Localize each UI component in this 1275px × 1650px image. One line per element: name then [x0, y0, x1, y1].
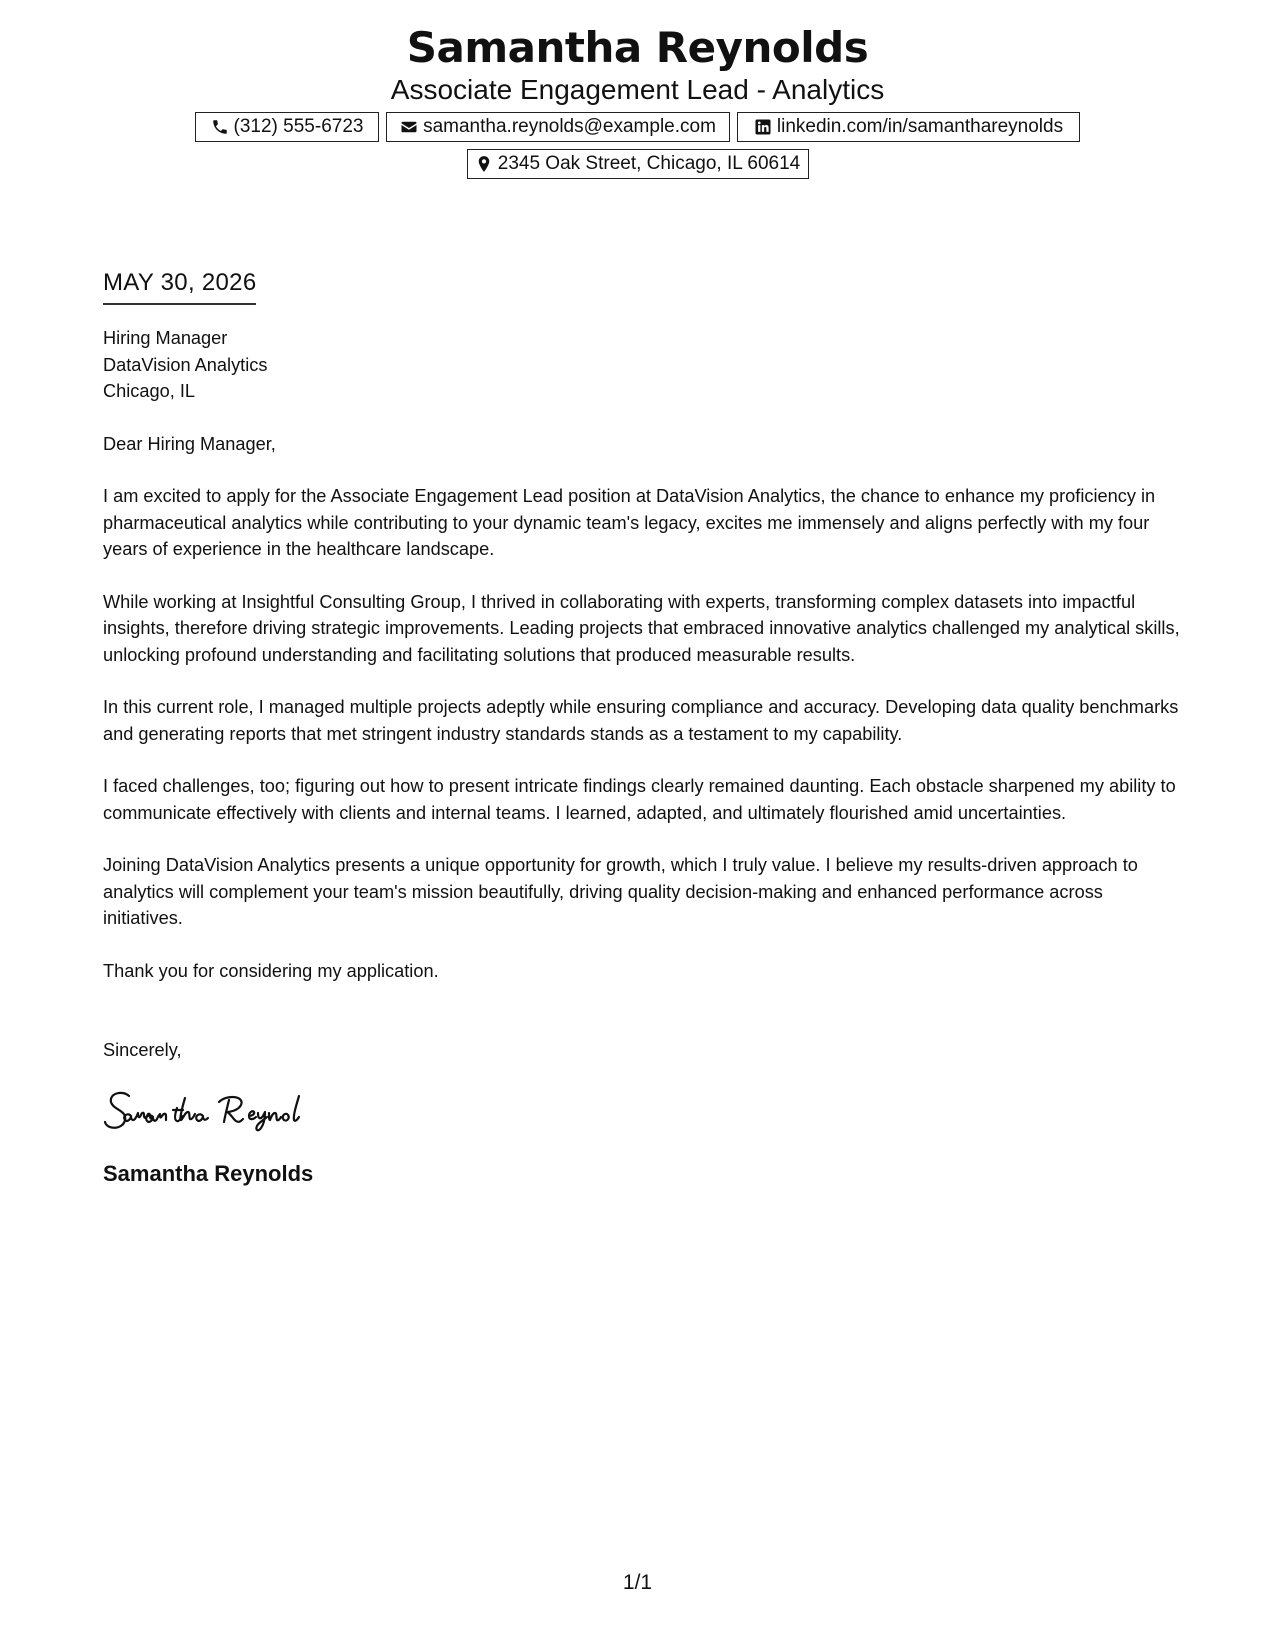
closing: Sincerely,: [103, 1040, 182, 1060]
body-paragraph: Thank you for considering my application.: [103, 960, 439, 981]
body-paragraph: In this current role, I managed multiple projects adeptly while ensuring compliance and accuracy. Developing data quality benchmarks and generating reports that met stringent industry standards stands as a testament to my capability.: [103, 697, 1179, 744]
letter-body: [103, 325, 1183, 1188]
contact-row: [0, 112, 1275, 142]
contact-row-address: [0, 149, 1275, 179]
salutation: Dear Hiring Manager,: [103, 433, 276, 454]
linkedin-chip[interactable]: [737, 112, 1080, 142]
email-chip[interactable]: [386, 112, 730, 142]
recipient-title: Hiring Manager: [103, 328, 228, 348]
page-number: 1/1: [622, 1571, 653, 1594]
body-paragraph: Joining DataVision Analytics presents a unique opportunity for growth, which I truly value. I believe my results-driven approach to analytics will complement your team's mission beautifully, driving quality decision-making and enhanced performance across initiatives.: [103, 855, 1138, 928]
applicant-name: Samantha Reynolds: [406, 23, 869, 72]
phone-icon: [211, 118, 229, 136]
signature-image: [103, 1086, 363, 1138]
envelope-icon: [400, 118, 418, 136]
body-paragraph: While working at Insightful Consulting Group, I thrived in collaborating with experts, transforming complex datasets into impactful insights, therefore driving strategic improvements. Leading projects that embraced innovative analytics challenged my analytical skills, unlocking profound understanding and facilitating solutions that produced measurable results.: [103, 591, 1180, 665]
address-chip[interactable]: [467, 149, 809, 179]
letter-date: MAY 30, 2026: [103, 268, 256, 305]
recipient-company: DataVision Analytics: [103, 354, 268, 375]
phone-text: (312) 555-6723: [233, 116, 364, 137]
applicant-role: Associate Engagement Lead - Analytics: [390, 74, 885, 105]
address-text: 2345 Oak Street, Chicago, IL 60614: [497, 153, 801, 174]
recipient-block: [103, 325, 1183, 405]
recipient-location: Chicago, IL: [103, 381, 196, 401]
body-paragraph: I am excited to apply for the Associate Engagement Lead position at DataVision Analytics, the chance to enhance my proficiency in pharmaceutical analytics while contributing to your dynamic team's legacy, excites me immensely and aligns perfectly with my four years of experience in the healthcare landscape.: [103, 486, 1156, 559]
linkedin-text: linkedin.com/in/samanthareynolds: [776, 116, 1064, 137]
phone-chip[interactable]: [195, 112, 379, 142]
letter-header: [0, 22, 1275, 179]
map-pin-icon: [475, 155, 493, 173]
linkedin-icon: [754, 118, 772, 136]
signer-name: Samantha Reynolds: [103, 1160, 314, 1186]
body-paragraph: I faced challenges, too; figuring out how to present intricate findings clearly remained daunting. Each obstacle sharpened my ability to communicate effectively with clients and internal teams. I learned, adapted, and ultimately flourished amid uncertainties.: [103, 776, 1176, 823]
email-text: samantha.reynolds@example.com: [423, 116, 716, 137]
